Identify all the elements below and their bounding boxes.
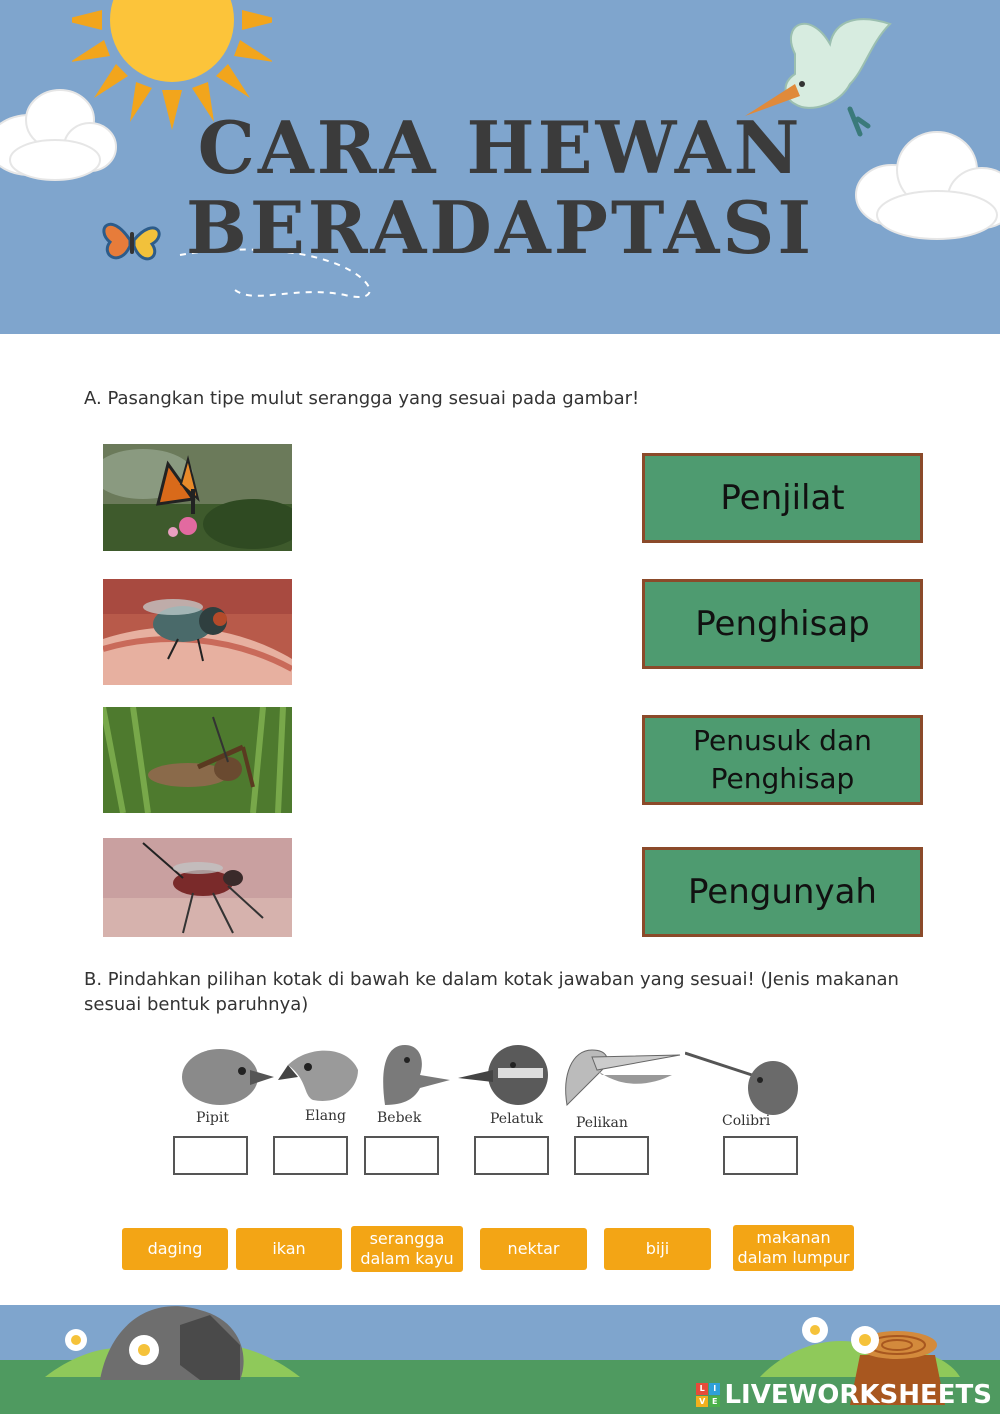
option-chip-makanan-dalam-lumpur[interactable] <box>733 1225 854 1271</box>
eagle-head-icon <box>278 1045 363 1107</box>
cloud-left <box>0 75 120 185</box>
chip-label-line-1: serangga <box>369 1229 445 1248</box>
logo-letter-v: V <box>696 1396 708 1408</box>
chip-label: biji <box>645 1239 670 1258</box>
drop-box-bebek[interactable] <box>364 1136 439 1175</box>
answer-card-penusuk-dan-penghisap[interactable] <box>642 715 923 805</box>
answer-card-penjilat[interactable] <box>642 453 923 543</box>
drop-box-elang[interactable] <box>273 1136 348 1175</box>
chip-label: nektar <box>507 1239 560 1258</box>
woodpecker-head-icon <box>458 1040 550 1110</box>
drop-box-pelatuk[interactable] <box>474 1136 549 1175</box>
instruction-b: B. Pindahkan pilihan kotak di bawah ke dalam kotak jawaban yang sesuai! (Jenis makanan sesuai bentuk paruhnya) <box>84 969 899 1015</box>
grasshopper-photo <box>103 707 292 813</box>
answer-label: Penghisap <box>695 604 870 644</box>
drop-box-colibri[interactable] <box>723 1136 798 1175</box>
bird-label-elang: Elang <box>305 1108 347 1124</box>
chip-label-line-2: dalam kayu <box>360 1249 454 1268</box>
option-chip-nektar[interactable] <box>480 1228 587 1270</box>
instruction-a: A. Pasangkan tipe mulut serangga yang sesuai pada gambar! <box>84 388 640 409</box>
answer-card-pengunyah[interactable] <box>642 847 923 937</box>
duck-head-icon <box>375 1040 455 1110</box>
bird-label-colibri: Colibri <box>722 1113 771 1129</box>
drop-box-pipit[interactable] <box>173 1136 248 1175</box>
bird-label-pelikan: Pelikan <box>576 1115 628 1131</box>
chip-label: ikan <box>272 1239 306 1258</box>
logo-letter-i: I <box>709 1383 721 1395</box>
answer-label-line-2: Penghisap <box>710 762 855 795</box>
hummingbird-head-icon <box>685 1048 800 1118</box>
bird-label-pipit: Pipit <box>196 1110 229 1126</box>
pelican-head-icon <box>562 1045 682 1110</box>
chip-label-line-1: makanan <box>756 1228 831 1247</box>
brand-text: LIVEWORKSHEETS <box>724 1380 992 1410</box>
logo-letter-l: L <box>696 1383 708 1395</box>
sparrow-head-icon <box>180 1045 275 1107</box>
fly-photo <box>103 579 292 685</box>
butterfly-photo <box>103 444 292 551</box>
logo-letter-e: E <box>709 1396 721 1408</box>
chip-label-line-2: dalam lumpur <box>737 1248 850 1267</box>
option-chip-biji[interactable] <box>604 1228 711 1270</box>
title-line-2: BERADAPTASI <box>185 185 815 270</box>
page-title <box>150 105 850 270</box>
answer-label: Pengunyah <box>688 872 877 912</box>
answer-label: Penjilat <box>720 478 845 518</box>
option-chip-daging[interactable] <box>122 1228 228 1270</box>
answer-label-line-1: Penusuk dan <box>693 724 872 757</box>
header-banner <box>0 0 1000 334</box>
bird-label-pelatuk: Pelatuk <box>490 1111 544 1127</box>
chip-label: daging <box>147 1239 203 1258</box>
option-chip-serangga-dalam-kayu[interactable] <box>351 1226 463 1272</box>
liveworksheets-logo[interactable] <box>696 1380 992 1410</box>
option-chip-ikan[interactable] <box>236 1228 342 1270</box>
bird-label-bebek: Bebek <box>377 1110 422 1126</box>
footer-landscape <box>0 1305 1000 1414</box>
title-line-1: CARA HEWAN <box>197 105 803 190</box>
drop-box-pelikan[interactable] <box>574 1136 649 1175</box>
mosquito-photo <box>103 838 292 937</box>
liveworksheets-logo-icon <box>696 1383 720 1407</box>
answer-card-penghisap[interactable] <box>642 579 923 669</box>
